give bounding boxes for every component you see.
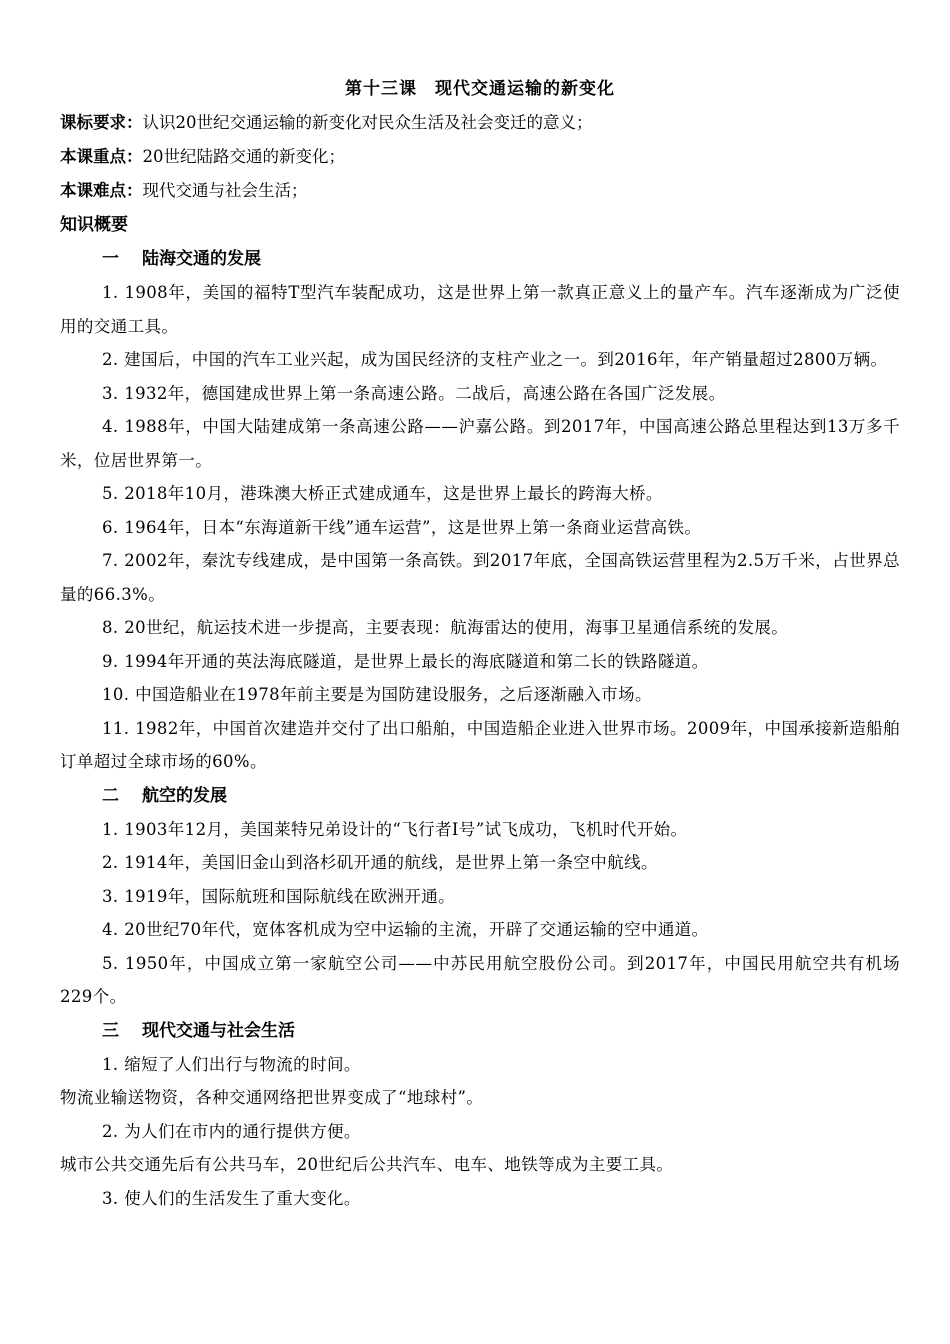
section-number: 一 xyxy=(102,249,119,269)
lesson-title: 第十三课 现代交通运输的新变化 xyxy=(345,79,615,99)
requirements-text: 认识20世纪交通运输的新变化对民众生活及社会变迁的意义； xyxy=(142,113,593,132)
list-item: 1. 1908年，美国的福特T型汽车装配成功，这是世界上第一款真正意义上的量产车。汽车逐渐成为广泛使用的交通工具。 xyxy=(60,283,900,336)
requirements-line xyxy=(60,106,900,140)
list-item: 3. 1919年，国际航班和国际航线在欧洲开通。 xyxy=(102,886,456,906)
paragraph: 城市公共交通先后有公共马车，20世纪后公共汽车、电车、地铁等成为主要工具。 xyxy=(60,1155,674,1174)
list-item: 5. 2018年10月，港珠澳大桥正式建成通车，这是世界上最长的跨海大桥。 xyxy=(102,484,663,503)
list-item: 3. 使人们的生活发生了重大变化。 xyxy=(102,1188,361,1208)
list-item: 2. 建国后，中国的汽车工业兴起，成为国民经济的支柱产业之一。到2016年，年产销量超过2800万辆。 xyxy=(102,350,888,369)
list-item: 1. 1903年12月，美国莱特兄弟设计的“飞行者Ⅰ号”试飞成功，飞机时代开始。 xyxy=(102,819,688,839)
overview-heading: 知识概要 xyxy=(60,215,128,235)
section-heading-social-life xyxy=(60,1014,900,1048)
list-item: 2. 1914年，美国旧金山到洛杉矶开通的航线，是世界上第一条空中航线。 xyxy=(102,853,658,872)
list-item: 1. 缩短了人们出行与物流的时间。 xyxy=(102,1054,361,1074)
requirements-label: 课标要求： xyxy=(60,113,143,132)
key-point-label: 本课重点： xyxy=(60,147,143,166)
list-item: 7. 2002年，秦沈专线建成，是中国第一条高铁。到2017年底，全国高铁运营里程为2.5万千米，占世界总量的66.3%。 xyxy=(60,551,900,604)
list-item: 8. 20世纪，航运技术进一步提高，主要表现：航海雷达的使用，海事卫星通信系统的发展。 xyxy=(102,618,789,637)
difficulty-line xyxy=(60,174,900,208)
list-item: 5. 1950年，中国成立第一家航空公司——中苏民用航空股份公司。到2017年，中国民用航空共有机场229个。 xyxy=(60,953,900,1006)
section-number: 三 xyxy=(102,1020,119,1041)
key-point-line xyxy=(60,140,900,174)
section-title: 现代交通与社会生活 xyxy=(142,1020,295,1041)
section-number: 二 xyxy=(102,785,119,806)
document-page xyxy=(60,72,900,1215)
list-item: 4. 20世纪70年代，宽体客机成为空中运输的主流，开辟了交通运输的空中通道。 xyxy=(102,920,709,939)
paragraph: 物流业输送物资，各种交通网络把世界变成了“地球村”。 xyxy=(60,1088,484,1107)
list-item: 6. 1964年，日本“东海道新干线”通车运营”，这是世界上第一条商业运营高铁。 xyxy=(102,517,702,537)
difficulty-text: 现代交通与社会生活； xyxy=(142,181,308,200)
section-title: 航空的发展 xyxy=(142,785,227,806)
list-item: 4. 1988年，中国大陆建成第一条高速公路——沪嘉公路。到2017年，中国高速公路总里程达到13万多千米，位居世界第一。 xyxy=(60,417,900,470)
difficulty-label: 本课难点： xyxy=(60,181,143,200)
list-item: 10. 中国造船业在1978年前主要是为国防建设服务，之后逐渐融入市场。 xyxy=(102,685,652,704)
list-item: 2. 为人们在市内的通行提供方便。 xyxy=(102,1121,361,1141)
key-point-text: 20世纪陆路交通的新变化； xyxy=(142,147,345,166)
section-heading-land-sea xyxy=(60,242,900,276)
section-title: 陆海交通的发展 xyxy=(142,249,261,269)
section-heading-aviation xyxy=(60,779,900,813)
list-item: 11. 1982年，中国首次建造并交付了出口船舶，中国造船企业进入世界市场。2009年，中国承接新造船舶订单超过全球市场的60%。 xyxy=(60,718,900,771)
list-item: 3. 1932年，德国建成世界上第一条高速公路。二战后，高速公路在各国广泛发展。 xyxy=(102,383,726,403)
list-item: 9. 1994年开通的英法海底隧道，是世界上最长的海底隧道和第二长的铁路隧道。 xyxy=(102,651,709,671)
